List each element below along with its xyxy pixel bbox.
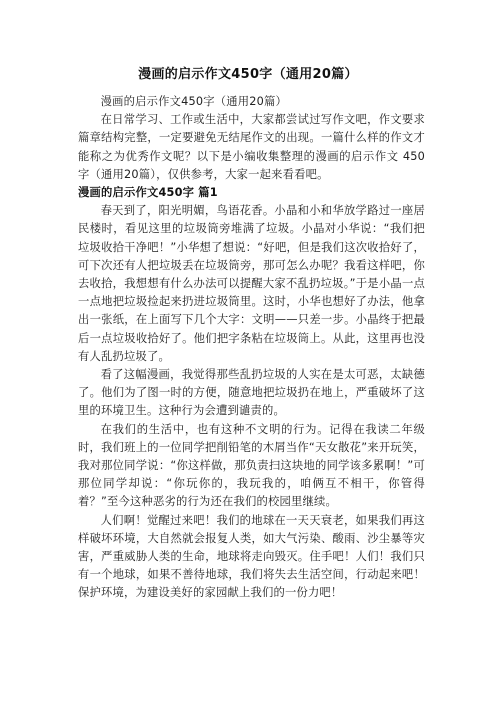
section-heading: 漫画的启示作文450字 篇1: [78, 186, 218, 200]
body-paragraph-4: 人们啊！觉醒过来吧！我们的地球在一天天衰老，如果我们再这样破坏环境，大自然就会报复人类，如大气污染、酸雨、沙尘暴等灾害，严重威胁人类的生命，地球将走向毁灭。住手吧！人们！我们只有一个地球，如果不善待地球，我们将失去生活空间，行动起来吧！保护环境，为建设美好的家园献上我们的一份力吧！: [78, 513, 425, 600]
body-paragraph-3: 在我们的生活中，也有这种不文明的行为。记得在我读二年级时，我们班上的一位同学把削铅笔的木屑当作“天女散花”来开玩笑，我对那位同学说：“你这样做，那负责扫这块地的同学该多累啊！”可那位同学却说：“你玩你的，我玩我的，咱俩互不相干，你管得着？”至今这种恶劣的行为还在我们的校园里继续。: [78, 422, 425, 509]
document-subtitle: 漫画的启示作文450字（通用20篇）: [100, 95, 287, 108]
body-paragraph-1: 春天到了，阳光明媚，鸟语花香。小晶和小和华放学路过一座居民楼时，看见这里的垃圾筒旁堆满了垃圾。小晶对小华说：“我们把垃圾收拾干净吧！”小华想了想说：“好吧，但是我们这次收拾好了，可下次还有人把垃圾丢在垃圾筒旁，那可怎么办呢？我看这样吧，你去收拾，我想想有什么办法可以提醒大家不乱扔垃圾。”于是小晶一点一点地把垃圾捡起来扔进垃圾筒里。这时，小华也想好了办法，他拿出一张纸，在上面写下几个大字：文明——只差一步。小晶终于把最后一点垃圾收拾好了。他们把字条粘在垃圾筒上。从此，这里再也没有人乱扔垃圾了。: [78, 204, 425, 363]
intro-paragraph: 在日常学习、工作或生活中，大家都尝试过写作文吧，作文要求篇章结构完整，一定要避免无结尾作文的出现。一篇什么样的作文才能称之为优秀作文呢？以下是小编收集整理的漫画的启示作文 450 字（通用20篇），仅供参考，大家一起来看看吧。: [78, 113, 425, 181]
document-title: 漫画的启示作文450字（通用20篇）: [138, 67, 358, 82]
document-body: [78, 93, 425, 603]
body-paragraph-2: 看了这幅漫画，我觉得那些乱扔垃圾的人实在是太可恶，太缺德了。他们为了图一时的方便，随意地把垃圾扔在地上，严重破坏了这里的环境卫生。这种行为会遭到谴责的。: [78, 368, 425, 418]
